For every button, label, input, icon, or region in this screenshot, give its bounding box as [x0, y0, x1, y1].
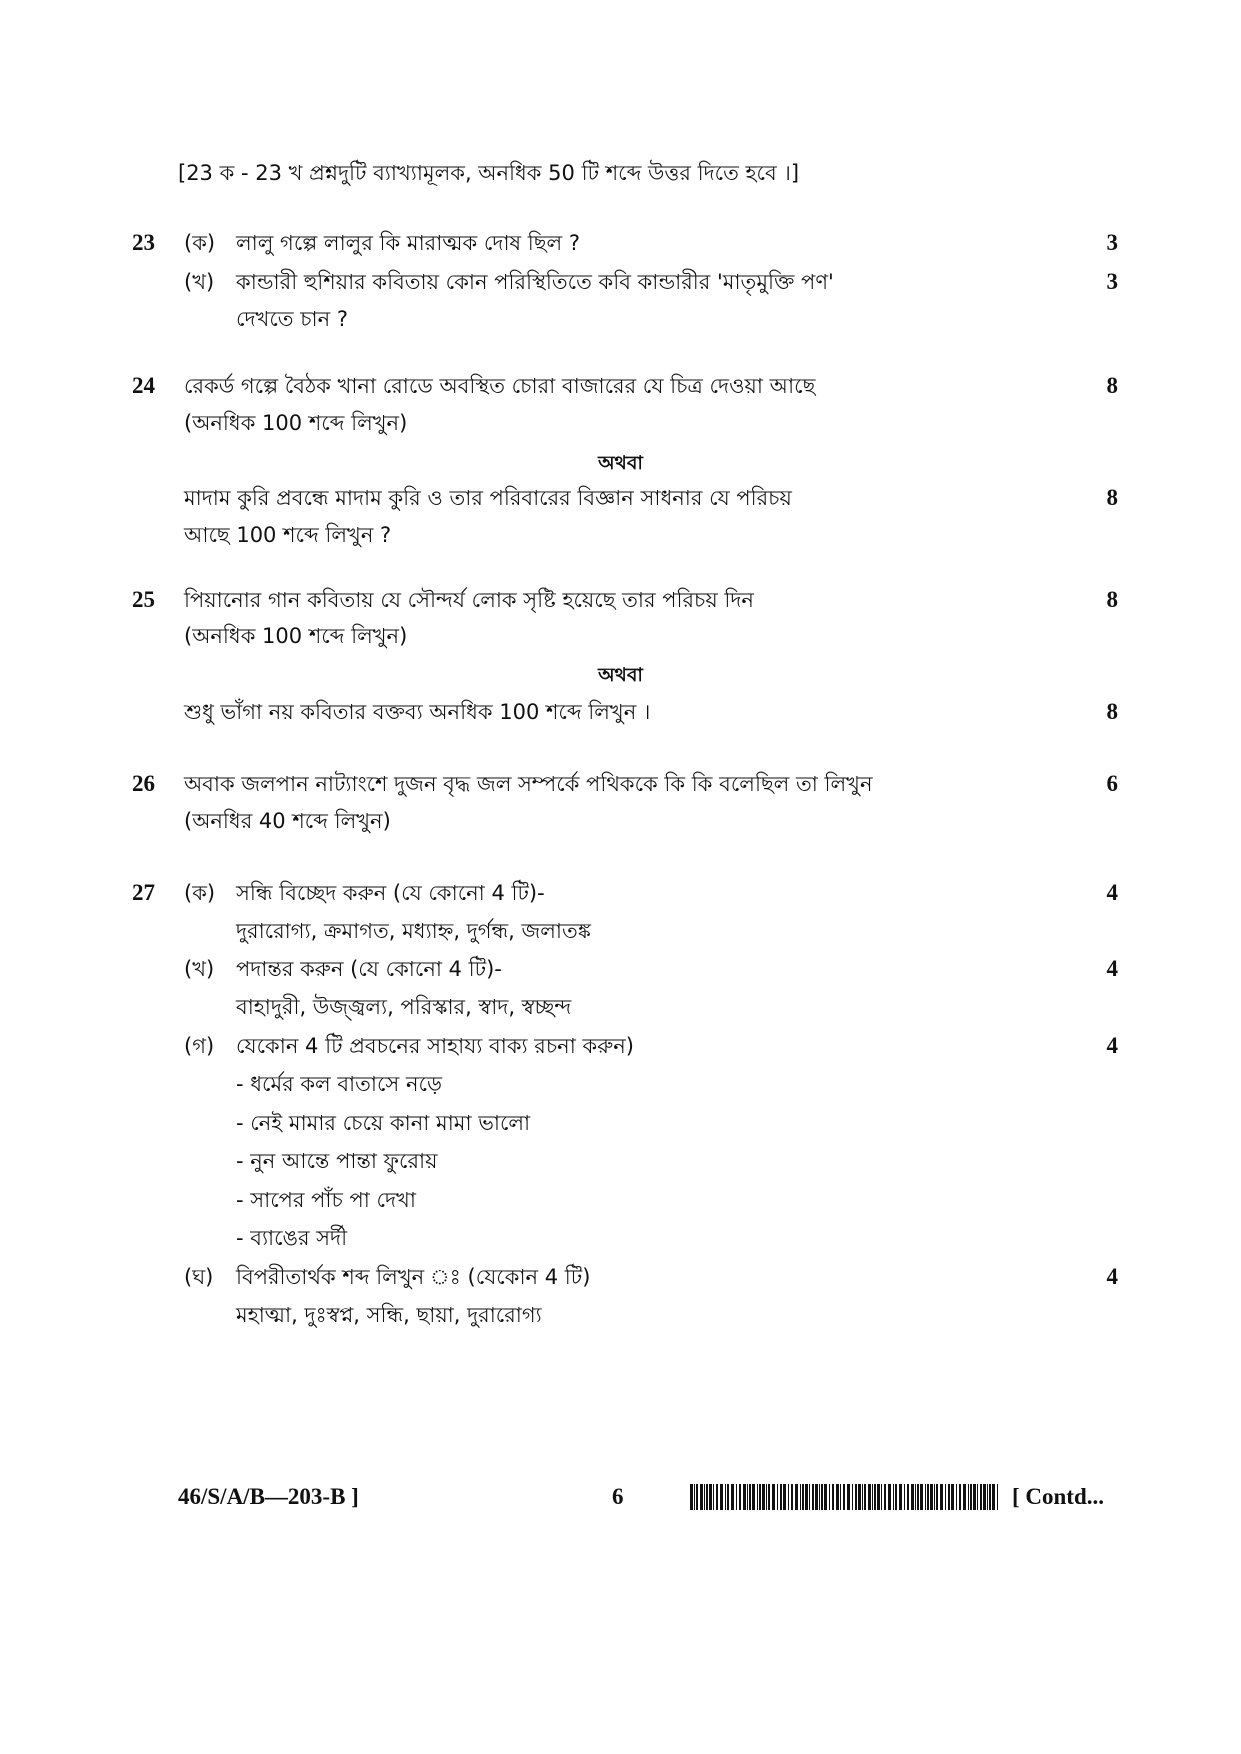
q24-marks: 8	[1106, 373, 1118, 398]
q25-or-divider: অথবা	[598, 664, 643, 686]
q24-text-line1: রেকর্ড গল্পে বৈঠক খানা রোডে অবস্থিত চোরা বাজারের যে চিত্র দেওয়া আছে	[184, 374, 816, 398]
q24-alt-text-line2: আছে 100 শব্দে লিখুন ?	[184, 523, 392, 547]
q23-a-marks: 3	[1106, 230, 1118, 255]
q27-d-label: (ঘ)	[184, 1265, 214, 1289]
q27-b-text: পদান্তর করুন (যে কোনো 4 টি)-	[236, 957, 502, 981]
q27-d-marks: 4	[1106, 1264, 1118, 1289]
q27-a-items: দুরারোগ্য, ক্রমাগত, মধ্যাহ্ন, দুর্গন্ধ, জলাতঙ্ক	[236, 919, 591, 943]
q25-text-line1: পিয়ানোর গান কবিতায় যে সৌন্দর্য লোক সৃষ্টি হয়েছে তার পরিচয় দিন	[184, 588, 754, 612]
section-instruction: [23 ক - 23 খ প্রশ্নদুটি ব্যাখ্যামূলক, অনধিক 50 টি শব্দে উত্তর দিতে হবে ।]	[178, 161, 800, 185]
q27-c-text: যেকোন 4 টি প্রবচনের সাহায্য বাক্য রচনা করুন)	[236, 1034, 635, 1058]
q27-a-marks: 4	[1106, 880, 1118, 905]
question-number-27: 27	[132, 880, 155, 905]
proverb-item: - ধর্মের কল বাতাসে নড়ে	[236, 1072, 442, 1096]
barcode	[690, 1484, 1000, 1510]
q25-alt-marks: 8	[1106, 699, 1118, 724]
question-number-23: 23	[132, 230, 155, 255]
q23-b-text-line2: দেখতে চান ?	[236, 307, 348, 331]
paper-code: 46/S/A/B—203-B ]	[178, 1484, 359, 1509]
proverb-item: - ব্যাঙের সর্দী	[236, 1226, 348, 1250]
q24-text-line2: (অনধিক 100 শব্দে লিখুন)	[184, 411, 408, 435]
q27-a-label: (ক)	[184, 881, 216, 905]
q27-b-items: বাহাদুরী, উজ্জ্বল্য, পরিস্কার, স্বাদ, স্বচ্ছন্দ	[236, 995, 572, 1019]
q26-text-line2: (অনধির 40 শব্দে লিখুন)	[184, 809, 391, 833]
q26-marks: 6	[1106, 771, 1118, 796]
q24-or-divider: অথবা	[598, 452, 643, 474]
question-number-24: 24	[132, 373, 155, 398]
page-number: 6	[612, 1484, 624, 1509]
question-number-25: 25	[132, 587, 155, 612]
q27-d-text: বিপরীতার্থক শব্দ লিখুন ঃ (যেকোন 4 টি)	[236, 1265, 591, 1289]
question-number-26: 26	[132, 771, 155, 796]
q23-b-marks: 3	[1106, 269, 1118, 294]
q25-marks: 8	[1106, 587, 1118, 612]
q24-alt-marks: 8	[1106, 485, 1118, 510]
q25-text-line2: (অনধিক 100 শব্দে লিখুন)	[184, 624, 408, 648]
proverb-item: - নেই মামার চেয়ে কানা মামা ভালো	[236, 1111, 531, 1135]
proverb-item: - সাপের পাঁচ পা দেখা	[236, 1188, 416, 1212]
q27-a-text: সন্ধি বিচ্ছেদ করুন (যে কোনো 4 টি)-	[236, 881, 545, 905]
continued-label: [ Contd...	[1012, 1484, 1105, 1509]
q23-b-text-line1: কান্ডারী হুশিয়ার কবিতায় কোন পরিস্থিতিতে কবি কান্ডারীর 'মাতৃমুক্তি পণ'	[236, 270, 834, 294]
q23-a-label: (ক)	[184, 231, 216, 255]
q23-b-label: (খ)	[184, 270, 215, 294]
q27-b-label: (খ)	[184, 957, 215, 981]
q27-c-marks: 4	[1106, 1033, 1118, 1058]
q24-alt-text-line1: মাদাম কুরি প্রবন্ধে মাদাম কুরি ও তার পরিবারের বিজ্ঞান সাধনার যে পরিচয়	[184, 486, 792, 510]
q27-c-label: (গ)	[184, 1034, 215, 1058]
q27-d-items: মহাত্মা, দুঃস্বপ্ন, সন্ধি, ছায়া, দুরারোগ্য	[236, 1303, 542, 1327]
q25-alt-text: শুধু ভাঁগা নয় কবিতার বক্তব্য অনধিক 100 শব্দে লিখুন ।	[184, 700, 651, 724]
q27-b-marks: 4	[1106, 956, 1118, 981]
q23-a-text: লালু গল্পে লালুর কি মারাত্মক দোষ ছিল ?	[236, 231, 581, 255]
proverb-item: - নুন আন্তে পান্তা ফুরোয়	[236, 1149, 438, 1173]
q26-text-line1: অবাক জলপান নাট্যাংশে দুজন বৃদ্ধ জল সম্পর্কে পথিককে কি কি বলেছিল তা লিখুন	[184, 772, 873, 796]
